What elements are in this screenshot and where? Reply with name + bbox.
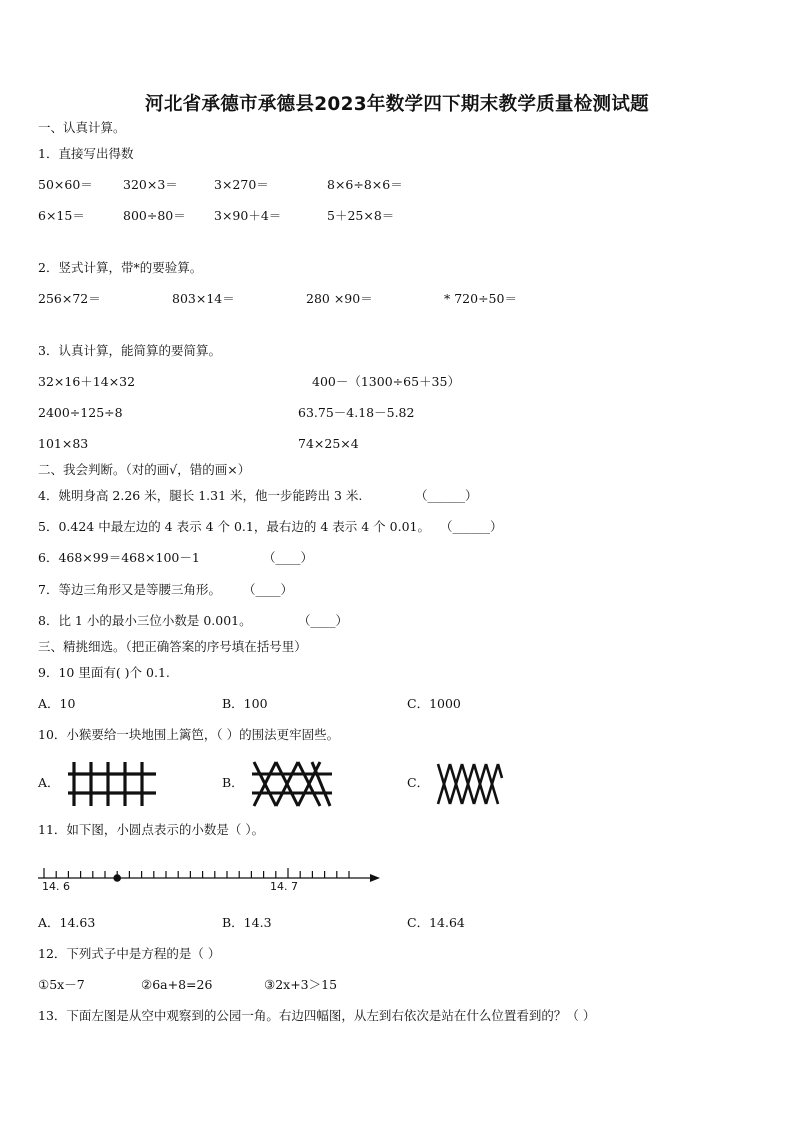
q1-r1-c4: 8×6÷8×6＝ <box>327 177 403 192</box>
q3-left-2: 2400÷125÷8 <box>38 405 123 420</box>
q8-blank: （____） <box>298 613 349 628</box>
q11-option-c: C．14.64 <box>407 915 465 930</box>
q9-text: 9．10 里面有( )个 0.1. <box>38 665 170 680</box>
q3-left-3: 101×83 <box>38 436 89 451</box>
q1-r2-c4: 5＋25×8＝ <box>327 208 395 223</box>
number-line <box>36 858 386 894</box>
q7-blank: （____） <box>243 582 294 597</box>
q5-blank: （______） <box>440 519 503 534</box>
q6-blank: （____） <box>263 550 314 565</box>
q3-right-2: 63.75－4.18－5.82 <box>298 405 415 420</box>
q5-text: 5．0.424 中最左边的 4 表示 4 个 0.1，最右边的 4 表示 4 个 0.01。 <box>38 519 430 534</box>
q1-r1-c2: 320×3＝ <box>123 177 178 192</box>
q10-label-a: A． <box>38 775 60 790</box>
section-1-heading: 一、认真计算。 <box>38 120 126 135</box>
q9-option-b: B．100 <box>222 696 268 711</box>
q2-item-3: 280 ×90＝ <box>306 291 373 306</box>
q9-option-a: A．10 <box>38 696 76 711</box>
q10-text: 10．小猴要给一块地围上篱笆，（ ）的围法更牢固些。 <box>38 727 340 742</box>
q4-blank: （______） <box>415 488 478 503</box>
fence-c-figure <box>436 762 504 806</box>
q12-text: 12．下列式子中是方程的是（ ） <box>38 946 221 961</box>
q2-item-4: * 720÷50＝ <box>444 291 517 306</box>
q1-r1-c3: 3×270＝ <box>214 177 269 192</box>
q12-option-3: ③2x+3＞15 <box>264 977 338 992</box>
q1-label: 1．直接写出得数 <box>38 146 134 161</box>
q4-text: 4．姚明身高 2.26 米，腿长 1.31 米，他一步能跨出 3 米. <box>38 488 363 503</box>
section-3-heading: 三、精挑细选。（把正确答案的序号填在括号里） <box>38 639 307 654</box>
q2-label: 2．竖式计算，带*的要验算。 <box>38 260 203 275</box>
number-line-arrow <box>370 874 380 882</box>
q1-r2-c2: 800÷80＝ <box>123 208 186 223</box>
fence-b-figure <box>250 760 334 808</box>
q2-item-1: 256×72＝ <box>38 291 101 306</box>
q1-r2-c3: 3×90＋4＝ <box>214 208 282 223</box>
q9-option-c: C．1000 <box>407 696 461 711</box>
number-line-label-left: 14. 6 <box>42 880 70 893</box>
q3-right-1: 400－（1300÷65＋35） <box>312 374 460 389</box>
number-line-label-right: 14. 7 <box>270 880 298 893</box>
q6-text: 6．468×99＝468×100－1 <box>38 550 200 565</box>
q12-option-1: ①5x－7 <box>38 977 85 992</box>
q11-option-b: B．14.3 <box>222 915 272 930</box>
q7-text: 7．等边三角形又是等腰三角形。 <box>38 582 221 597</box>
q10-label-b: B． <box>222 775 244 790</box>
fence-a-figure <box>66 760 158 808</box>
page-title: 河北省承德市承德县2023年数学四下期末教学质量检测试题 <box>145 94 649 115</box>
q12-option-2: ②6a+8=26 <box>141 977 213 992</box>
q3-right-3: 74×25×4 <box>298 436 359 451</box>
q8-text: 8．比 1 小的最小三位小数是 0.001。 <box>38 613 252 628</box>
q13-text: 13．下面左图是从空中观察到的公园一角。右边四幅图，从左到右依次是站在什么位置看到的？（ ） <box>38 1008 596 1023</box>
q10-label-c: C． <box>407 775 430 790</box>
q11-text: 11．如下图，小圆点表示的小数是（ ）。 <box>38 822 265 837</box>
q3-label: 3．认真计算，能简算的要简算。 <box>38 343 221 358</box>
q1-r1-c1: 50×60＝ <box>38 177 93 192</box>
q11-option-a: A．14.63 <box>38 915 96 930</box>
q2-item-2: 803×14＝ <box>172 291 235 306</box>
section-2-heading: 二、我会判断。（对的画√，错的画×） <box>38 462 251 477</box>
number-line-dot <box>113 874 121 882</box>
q3-left-1: 32×16＋14×32 <box>38 374 136 389</box>
q1-r2-c1: 6×15＝ <box>38 208 85 223</box>
